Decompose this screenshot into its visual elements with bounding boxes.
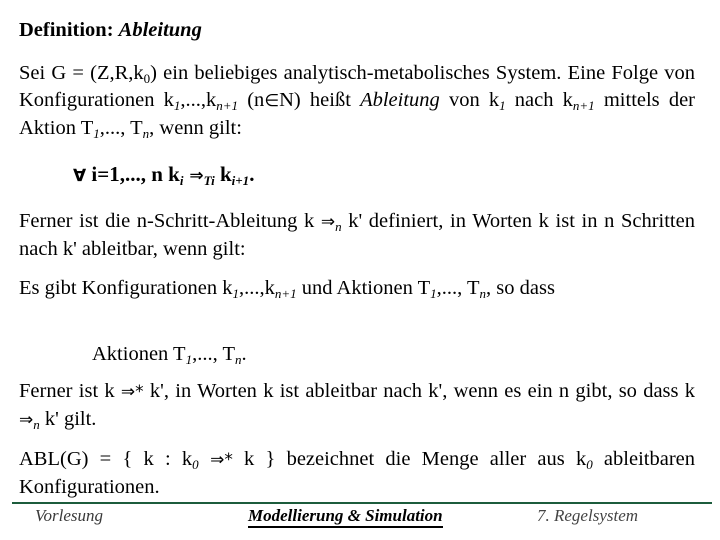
subscript: n — [335, 219, 342, 234]
formula-text: i=1,..., n k — [86, 162, 180, 186]
subscript: 1 — [173, 98, 181, 113]
text-segment: ,..., T — [99, 117, 143, 139]
formula-text: k — [214, 162, 232, 186]
actions-line — [92, 341, 247, 368]
subscript: 1 — [430, 286, 437, 301]
n-step-paragraph — [19, 208, 695, 263]
text-segment: ,...,k — [239, 277, 275, 299]
text-segment: (n — [238, 89, 265, 111]
text-segment: Aktionen T — [92, 343, 186, 365]
text-segment: ,..., T — [436, 277, 480, 299]
element-of-symbol: ∈ — [264, 91, 280, 111]
footer-course-type: Vorlesung — [35, 506, 103, 525]
subscript: 0 — [192, 457, 199, 472]
text-segment: . — [241, 343, 247, 365]
subscript: 0 — [586, 457, 593, 472]
term-ableitung: Ableitung — [360, 89, 440, 111]
text-segment: ,..., T — [192, 343, 235, 365]
derivable-paragraph — [19, 378, 695, 434]
abl-definition-paragraph — [19, 446, 695, 501]
text-segment: von k — [439, 89, 500, 111]
subscript: 1 — [93, 126, 100, 141]
text-segment: ABL(G) = { k : k — [19, 448, 193, 470]
subscript: 1 — [232, 286, 240, 301]
text-segment: k' gilt. — [39, 408, 97, 430]
subscript: n — [234, 352, 242, 367]
subscript: n+1 — [572, 98, 595, 113]
subscript: n+1 — [274, 286, 297, 301]
text-segment: Sei G = (Z,R,k — [19, 62, 144, 84]
text-segment: k', in Worten k ist ableitbar nach k', wenn es ein n gibt, so dass k — [143, 380, 696, 402]
text-segment: k } bezeichnet die Menge aller aus k — [232, 448, 587, 470]
text-segment: ,...,k — [180, 89, 217, 111]
title-label: Definition: — [19, 19, 114, 41]
implies-star-arrow-icon: ⇒* — [120, 382, 144, 402]
slide-footer — [0, 500, 720, 540]
text-segment: , so dass — [486, 277, 555, 299]
existence-paragraph — [19, 275, 695, 302]
title-term: Ableitung — [118, 19, 202, 41]
footer-chapter: 7. Regelsystem — [537, 506, 639, 525]
text-segment: N) heißt — [279, 89, 361, 111]
subscript: 0 — [143, 71, 151, 86]
text-segment: Es gibt Konfigurationen k — [19, 277, 233, 299]
text-segment: ) ein beliebiges analytisch-metabolisches System. Eine Folge von Konfigurationen k — [19, 62, 695, 111]
text-segment: Ferner ist die n-Schritt-Ableitung k — [19, 210, 321, 232]
formula-text: . — [249, 162, 255, 186]
subscript: n — [479, 286, 487, 301]
definition-paragraph — [19, 60, 695, 142]
text-segment: mittels der Aktion T — [19, 89, 695, 139]
text-segment: k' definiert, in Worten k ist in n Schritten nach k' ableitbar, wenn gilt: — [19, 210, 695, 260]
derivation-formula — [73, 162, 254, 187]
subscript: n — [33, 417, 40, 432]
text-segment: und Aktionen T — [296, 277, 431, 299]
implies-arrow-icon: ⇒ — [19, 410, 34, 430]
implies-arrow-icon: ⇒ — [320, 212, 336, 232]
text-segment: nach k — [505, 89, 573, 111]
subscript: i+1 — [231, 173, 250, 188]
subscript: 1 — [185, 352, 193, 367]
implies-arrow-icon: ⇒ — [183, 166, 204, 186]
subscript: Ti — [203, 173, 215, 188]
definition-title — [19, 17, 695, 44]
forall-symbol: ∀ — [73, 166, 87, 186]
text-segment: , wenn gilt: — [149, 117, 242, 139]
footer-course-title: Modellierung & Simulation — [248, 506, 443, 528]
text-segment: ableitbaren Konfigurationen. — [19, 448, 695, 498]
subscript: n+1 — [216, 98, 239, 113]
text-segment: Ferner ist k — [19, 380, 121, 402]
implies-star-arrow-icon: ⇒* — [198, 450, 233, 470]
subscript: 1 — [499, 98, 506, 113]
subscript: n — [142, 126, 150, 141]
subscript: i — [179, 173, 184, 188]
